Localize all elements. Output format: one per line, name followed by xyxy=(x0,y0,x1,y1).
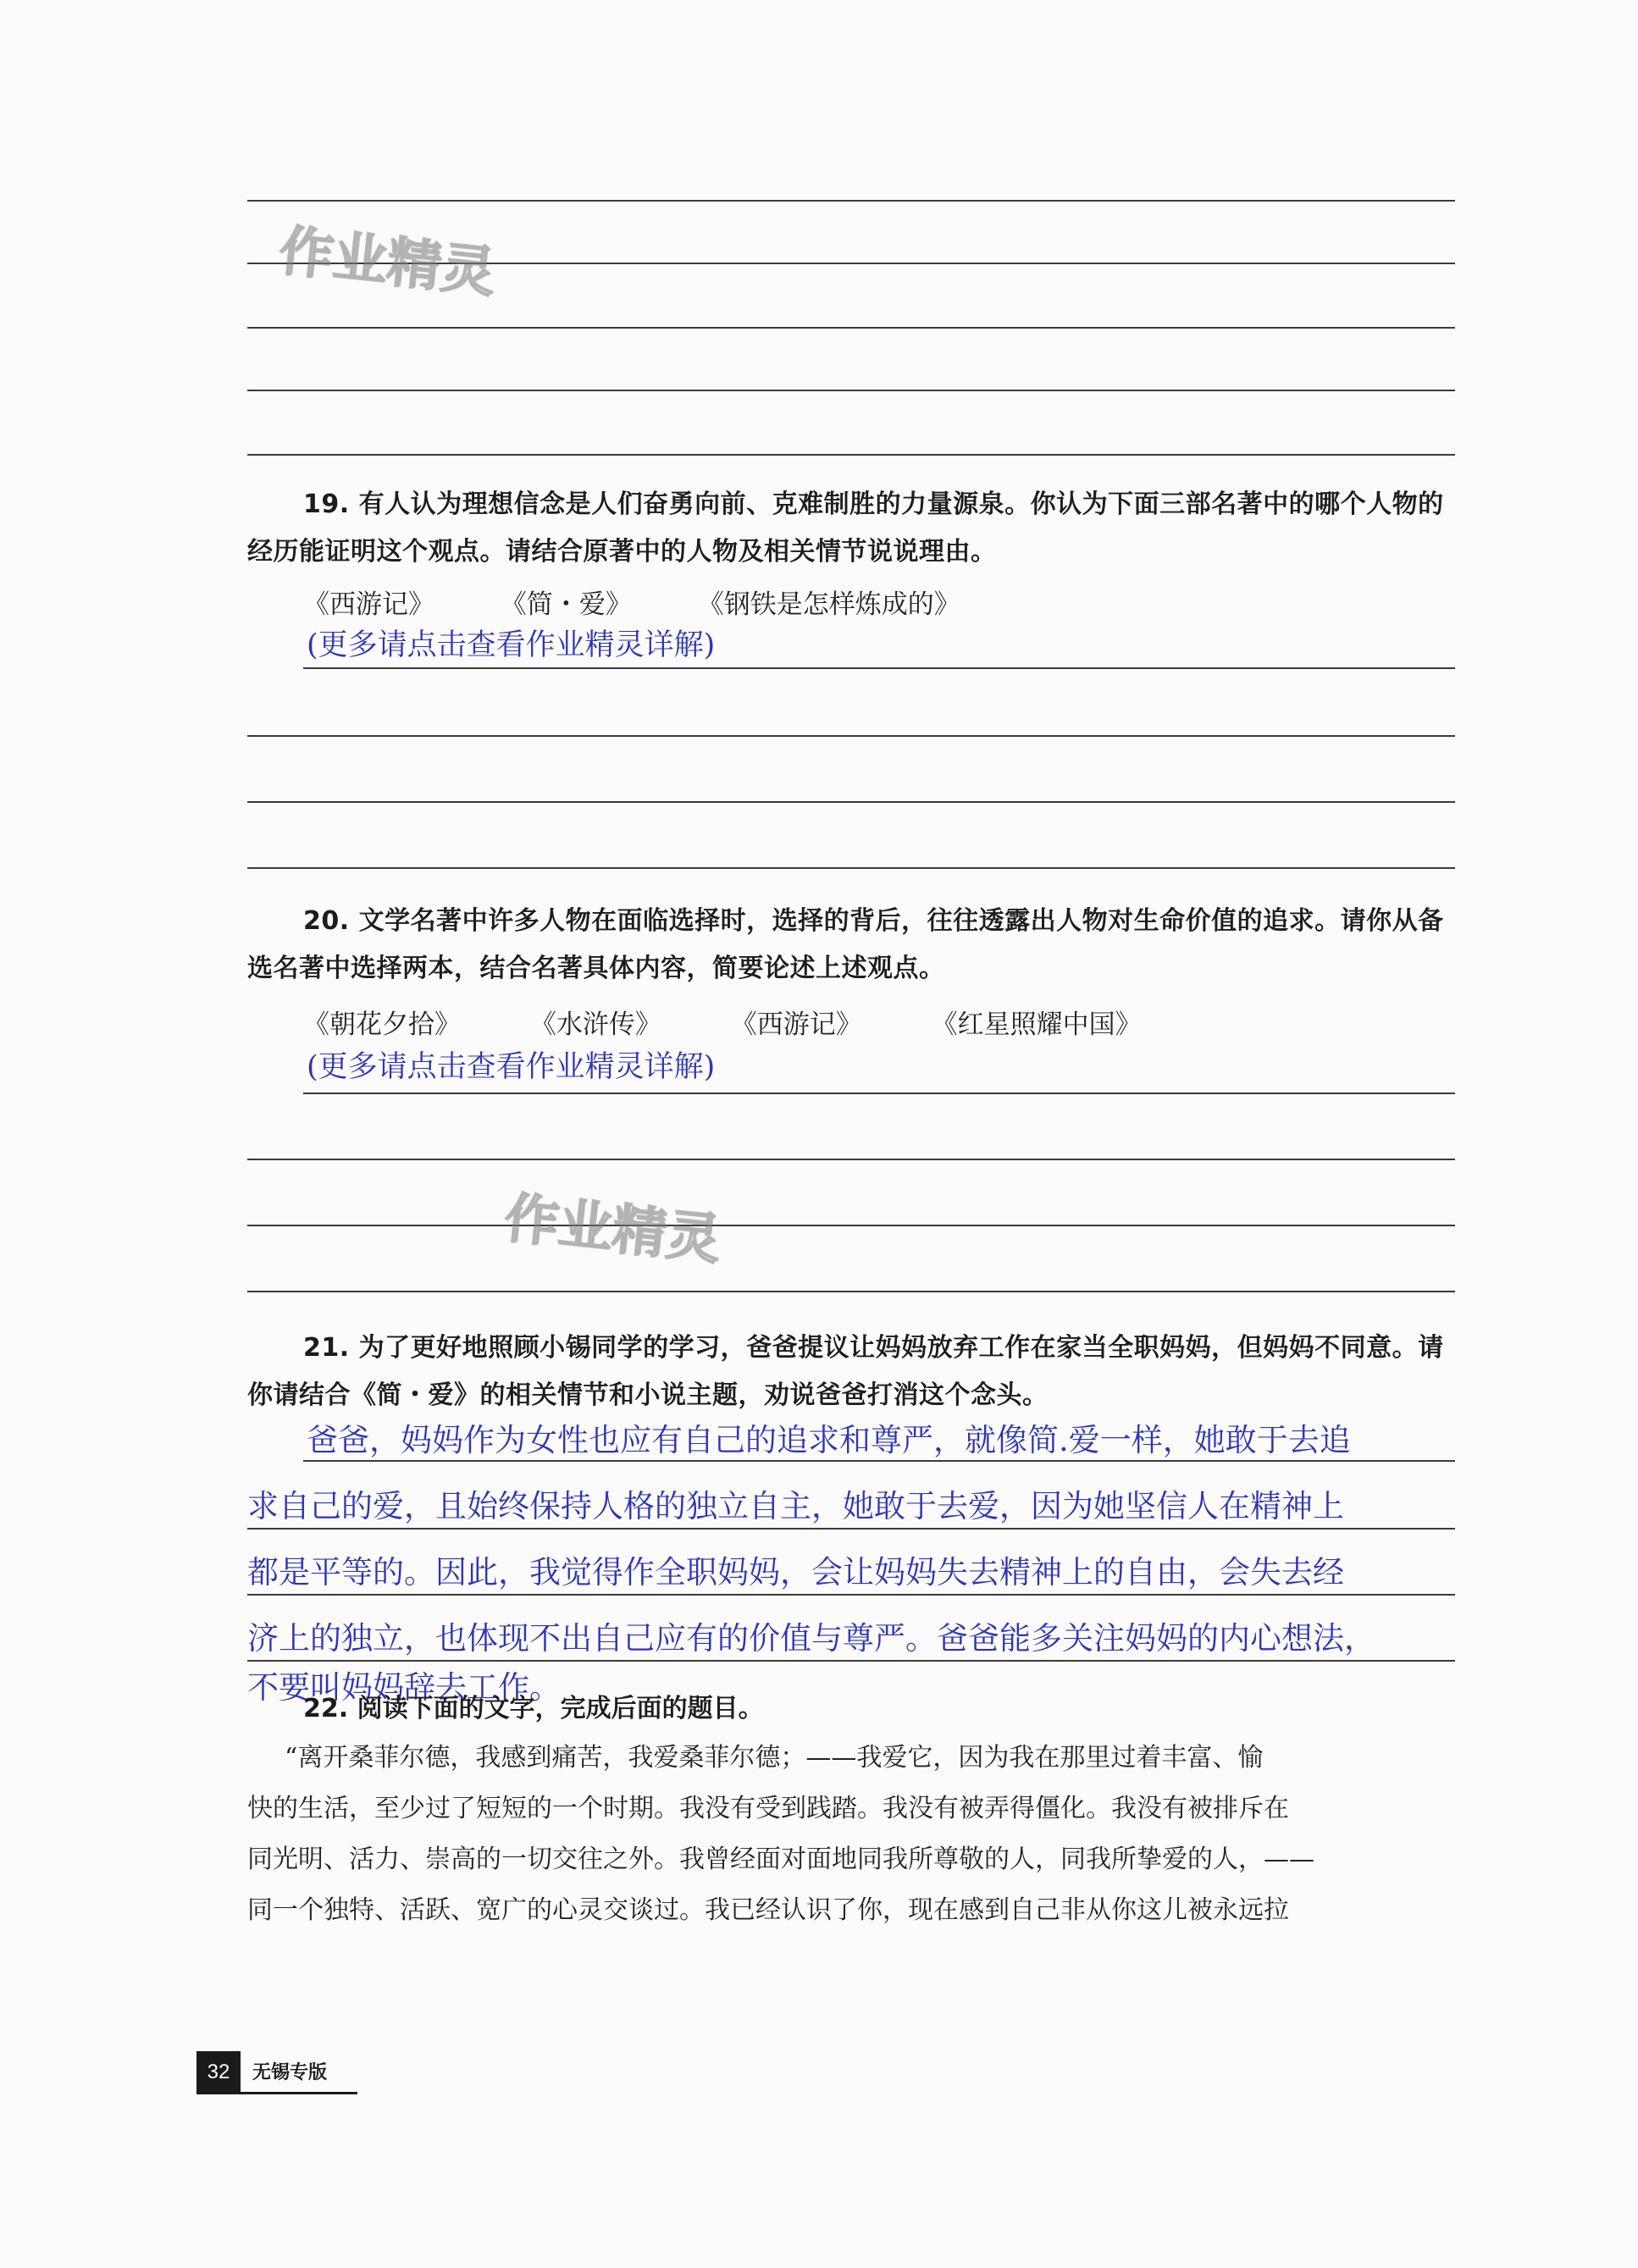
book-title: 《西游记》 xyxy=(303,589,434,620)
answer-line xyxy=(247,1594,1455,1596)
answer-line xyxy=(247,1159,1455,1160)
edition-label: 无锡专版 xyxy=(252,2062,328,2083)
q19-book-list xyxy=(303,583,960,621)
question-20: 20. 文学名著中许多人物在面临选择时，选择的背后，往往透露出人物对生命价值的追求。请你从备选名著中选择两本，结合名著具体内容，简要论述上述观点。 xyxy=(247,906,1444,983)
answer-line xyxy=(247,200,1455,202)
answer-line xyxy=(247,390,1455,391)
passage-line: 同光明、活力、崇高的一切交往之外。我曾经面对面地同我所尊敬的人，同我所挚爱的人，—— xyxy=(247,1845,1314,1874)
handwritten-answer-line: 求自己的爱，且始终保持人格的独立自主，她敢于去爱，因为她坚信人在精神上 xyxy=(247,1488,1344,1524)
handwritten-answer-line: 济上的独立，也体现不出自己应有的价值与尊严。爸爸能多关注妈妈的内心想法， xyxy=(247,1620,1375,1657)
answer-line xyxy=(247,1225,1455,1226)
book-title: 《西游记》 xyxy=(730,1010,862,1040)
question-21: 21. 为了更好地照顾小锡同学的学习，爸爸提议让妈妈放弃工作在家当全职妈妈，但妈妈不同意。请你请结合《简・爱》的相关情节和小说主题，劝说爸爸打消这个念头。 xyxy=(247,1333,1444,1410)
answer-line xyxy=(247,735,1455,737)
answer-line xyxy=(247,801,1455,803)
question-22: 22. 阅读下面的文字，完成后面的题目。 xyxy=(303,1694,764,1723)
handwritten-answer-line: 爸爸，妈妈作为女性也应有自己的追求和尊严，就像简.爱一样，她敢于去追 xyxy=(307,1422,1351,1458)
answer-line xyxy=(247,1528,1455,1530)
reading-passage xyxy=(247,1733,1458,1936)
book-title: 《朝花夕拾》 xyxy=(303,1010,461,1040)
watermark-logo: 作业精灵 xyxy=(501,1187,724,1273)
question-19: 19. 有人认为理想信念是人们奋勇向前、克难制胜的力量源泉。你认为下面三部名著中的哪个人物的经历能证明这个观点。请结合原著中的人物及相关情节说说理由。 xyxy=(247,490,1444,567)
q19-detail-link[interactable]: (更多请点击查看作业精灵详解) xyxy=(307,628,716,662)
answer-line xyxy=(247,454,1455,456)
answer-line xyxy=(303,667,1455,669)
passage-line: “离开桑菲尔德，我感到痛苦，我爱桑菲尔德；——我爱它，因为我在那里过着丰富、愉 xyxy=(285,1743,1264,1773)
footer-rule xyxy=(196,2092,357,2094)
passage-line: 快的生活，至少过了短短的一个时期。我没有受到践踏。我没有被弄得僵化。我没有被排斥在 xyxy=(247,1794,1289,1823)
handwritten-answer-line: 不要叫妈妈辞去工作。 xyxy=(247,1669,561,1706)
handwritten-answer-line: 都是平等的。因此，我觉得作全职妈妈，会让妈妈失去精神上的自由，会失去经 xyxy=(247,1554,1344,1590)
passage-line: 同一个独特、活跃、宽广的心灵交谈过。我已经认识了你，现在感到自己非从你这儿被永远拉 xyxy=(247,1895,1289,1925)
book-title: 《水浒传》 xyxy=(529,1010,661,1040)
q20-book-list xyxy=(303,1003,1142,1041)
book-title: 《钢铁是怎样炼成的》 xyxy=(697,589,960,620)
answer-line xyxy=(247,1291,1455,1292)
answer-line xyxy=(247,327,1455,329)
q20-detail-link[interactable]: (更多请点击查看作业精灵详解) xyxy=(307,1050,716,1084)
watermark-logo: 作业精灵 xyxy=(276,219,499,306)
answer-line xyxy=(303,1093,1455,1094)
answer-line xyxy=(303,1460,1455,1462)
answer-line xyxy=(247,867,1455,869)
book-title: 《红星照耀中国》 xyxy=(931,1010,1142,1040)
book-title: 《简・爱》 xyxy=(500,589,632,620)
page-number: 32 xyxy=(196,2051,241,2094)
